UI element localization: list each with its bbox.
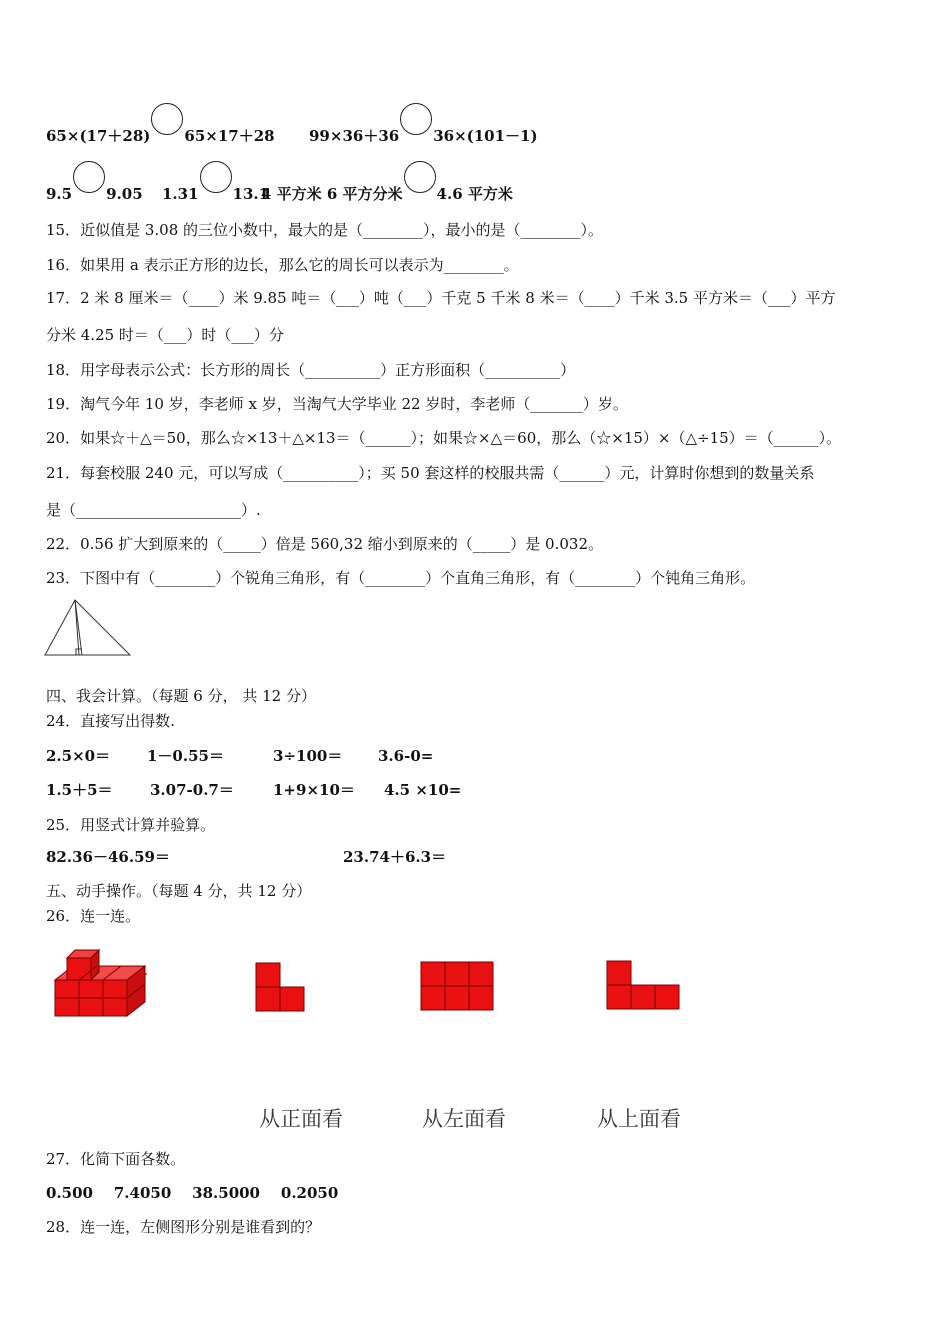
- question-19: 19．淘气今年 10 岁，李老师 x 岁，当淘气大学毕业 22 岁时，李老师（_______）岁。: [46, 395, 628, 413]
- calc-item: 3÷100＝: [273, 747, 343, 765]
- section-4-title: 四、我会计算。（每题 6 分， 共 12 分）: [46, 687, 316, 705]
- question-21-line1: 21．每套校服 240 元，可以写成（__________）；买 50 套这样的校服共需（______）元，计算时你想到的数量关系: [46, 464, 815, 482]
- view-label-left: 从左面看: [422, 1107, 506, 1131]
- calc-item: 1－0.55＝: [147, 747, 224, 765]
- question-27: 27．化简下面各数。: [46, 1150, 186, 1168]
- compare-circle-blank[interactable]: [200, 161, 232, 193]
- question-24: 24．直接写出得数.: [46, 712, 175, 730]
- question-17-line2: 分米 4.25 时＝（___）时（___）分: [46, 326, 284, 344]
- compare-1a: [46, 115, 275, 147]
- view-label-top: 从上面看: [597, 1107, 681, 1131]
- question-28: 28．连一连，左侧图形分别是谁看到的？: [46, 1218, 321, 1236]
- calc-item: 3.6-0=: [378, 747, 434, 765]
- question-16: 16．如果用 a 表示正方形的边长，那么它的周长可以表示为________。: [46, 256, 519, 274]
- question-22: 22．0.56 扩大到原来的（_____）倍是 560,32 缩小到原来的（_____）是 0.032。: [46, 535, 603, 553]
- front-view-figure: [255, 962, 305, 1012]
- compare-1a-left: 65×(17＋28): [46, 127, 151, 145]
- compare-circle-blank[interactable]: [151, 103, 183, 135]
- question-20: 20．如果☆＋△＝50，那么☆×13＋△×13＝（______）；如果☆×△＝60，那么（☆×15）×（△÷15）＝（______）。: [46, 429, 842, 447]
- compare-2b-left: 1.31: [162, 185, 199, 203]
- left-view-figure: [420, 961, 494, 1011]
- calc-item: 1.5＋5＝: [46, 781, 113, 799]
- compare-circle-blank[interactable]: [73, 161, 105, 193]
- question-15: 15．近似值是 3.08 的三位小数中，最大的是（________），最小的是（________）。: [46, 221, 604, 239]
- triangle-figure: [44, 598, 134, 660]
- simplify-numbers: 0.500 7.4050 38.5000 0.2050: [46, 1184, 339, 1202]
- compare-2b-right: 13.1: [232, 185, 270, 203]
- compare-1b-right: 36×(101－1): [433, 127, 538, 145]
- compare-1b-left: 99×36＋36: [309, 127, 400, 145]
- compare-2c-left: 4 平方米 6 平方分米: [261, 185, 403, 203]
- compare-circle-blank[interactable]: [404, 161, 436, 193]
- compare-2a-left: 9.5: [46, 185, 73, 203]
- question-26: 26．连一连。: [46, 907, 141, 925]
- compare-2b: [162, 173, 269, 205]
- vertical-calc-1: 82.36－46.59＝: [46, 848, 170, 866]
- compare-2c: [261, 173, 513, 205]
- compare-2a: [46, 173, 143, 205]
- question-23: 23．下图中有（________）个锐角三角形，有（________）个直角三角形，有（________）个钝角三角形。: [46, 569, 756, 587]
- question-25: 25．用竖式计算并验算。: [46, 816, 216, 834]
- question-17-line1: 17．2 米 8 厘米＝（____）米 9.85 吨＝（___）吨（___）千克 5 千米 8 米＝（____）千米 3.5 平方米＝（___）平方: [46, 289, 836, 307]
- compare-2a-right: 9.05: [106, 185, 143, 203]
- section-5-title: 五、动手操作。（每题 4 分，共 12 分）: [46, 882, 312, 900]
- calc-item: 1+9×10＝: [273, 781, 355, 799]
- question-21-line2: 是（______________________）.: [46, 501, 261, 519]
- view-label-front: 从正面看: [259, 1107, 343, 1131]
- question-18: 18．用字母表示公式：长方形的周长（__________）正方形面积（__________）: [46, 361, 576, 379]
- calc-item: 4.5 ×10=: [384, 781, 462, 799]
- compare-circle-blank[interactable]: [400, 103, 432, 135]
- compare-1a-right: 65×17＋28: [184, 127, 275, 145]
- cube-solid-figure: [53, 948, 153, 1020]
- calc-item: 2.5×0＝: [46, 747, 111, 765]
- compare-1b: [309, 115, 538, 147]
- calc-item: 3.07-0.7＝: [150, 781, 234, 799]
- compare-2c-right: 4.6 平方米: [436, 185, 513, 203]
- vertical-calc-2: 23.74＋6.3＝: [343, 848, 447, 866]
- top-view-figure: [606, 960, 680, 1010]
